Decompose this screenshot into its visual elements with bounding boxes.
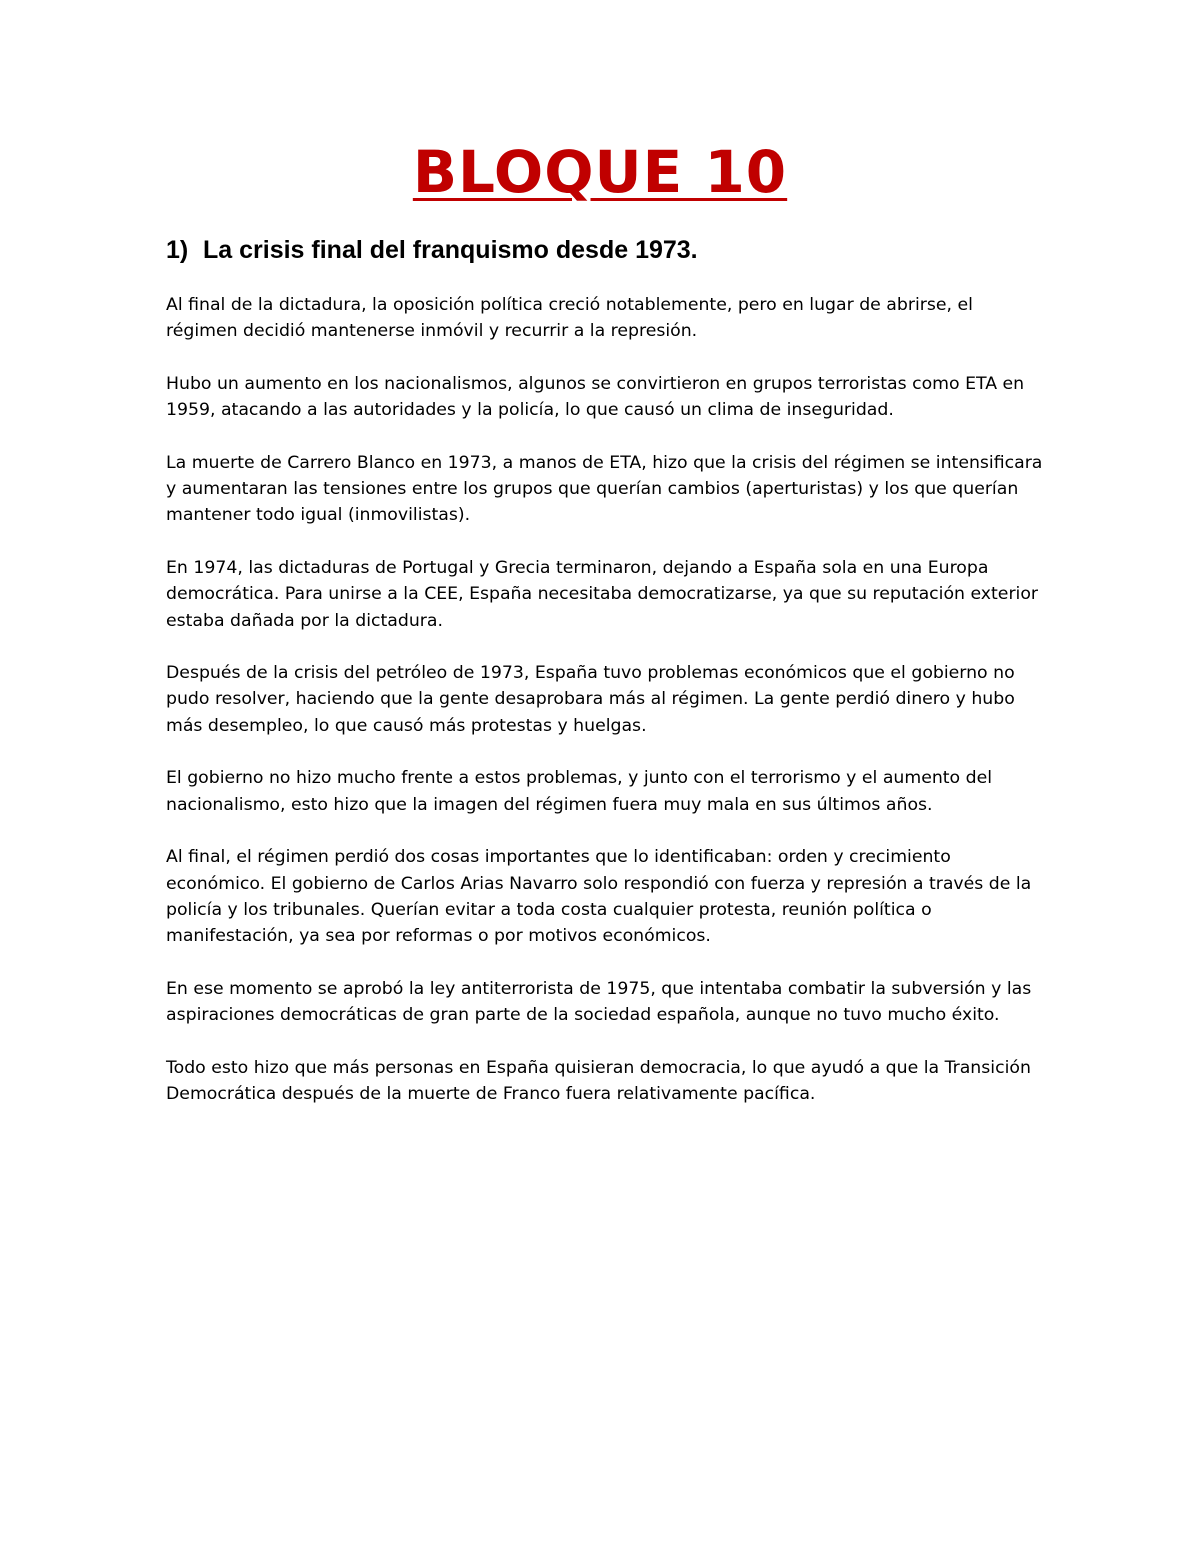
document-title-text: BLOQUE 10 [412,138,788,206]
paragraph: Al final de la dictadura, la oposición política creció notablemente, pero en lugar de abrirse, el régimen decidió mantenerse inmóvil y recurrir a la represión. [166,295,973,342]
section-number: 1) [166,236,189,264]
section-heading-text: La crisis final del franquismo desde 1973. [203,236,698,264]
paragraph: Hubo un aumento en los nacionalismos, algunos se convirtieron en grupos terroristas como ETA en 1959, atacando a las autoridades y la policía, lo que causó un clima de inseguridad. [166,373,1025,421]
document-title [0,136,1200,208]
paragraph: Todo esto hizo que más personas en España quisieran democracia, lo que ayudó a que la Transición Democrática después de la muerte de Franco fuera relativamente pacífica. [166,1057,1031,1104]
paragraph: En 1974, las dictaduras de Portugal y Grecia terminaron, dejando a España sola en una Europa democrática. Para unirse a la CEE, España necesitaba democratizarse, ya que su reputación exterior estaba dañada por la dictadura. [166,557,1039,631]
paragraph: El gobierno no hizo mucho frente a estos problemas, y junto con el terrorismo y el aumento del nacionalismo, esto hizo que la imagen del régimen fuera muy mala en sus últimos años. [166,768,993,815]
paragraph: La muerte de Carrero Blanco en 1973, a manos de ETA, hizo que la crisis del régimen se intensificara y aumentaran las tensiones entre los grupos que querían cambios (aperturistas) y los que querían mantener todo igual (inmovilistas). [166,452,1043,526]
section-heading [166,233,698,267]
paragraph: Al final, el régimen perdió dos cosas importantes que lo identificaban: orden y crecimiento económico. El gobierno de Carlos Arias Navarro solo respondió con fuerza y represión a través de la policía y los tribunales. Querían evitar a toda costa cualquier protesta, reunión política o manifestación, ya sea por reformas o por motivos económicos. [166,847,1032,947]
document-body [166,292,1046,1133]
paragraph: Después de la crisis del petróleo de 1973, España tuvo problemas económicos que el gobierno no pudo resolver, haciendo que la gente desaprobara más al régimen. La gente perdió dinero y hubo más desempleo, lo que causó más protestas y huelgas. [166,663,1015,736]
paragraph: En ese momento se aprobó la ley antiterrorista de 1975, que intentaba combatir la subversión y las aspiraciones democráticas de gran parte de la sociedad española, aunque no tuvo mucho éxito. [166,978,1032,1026]
